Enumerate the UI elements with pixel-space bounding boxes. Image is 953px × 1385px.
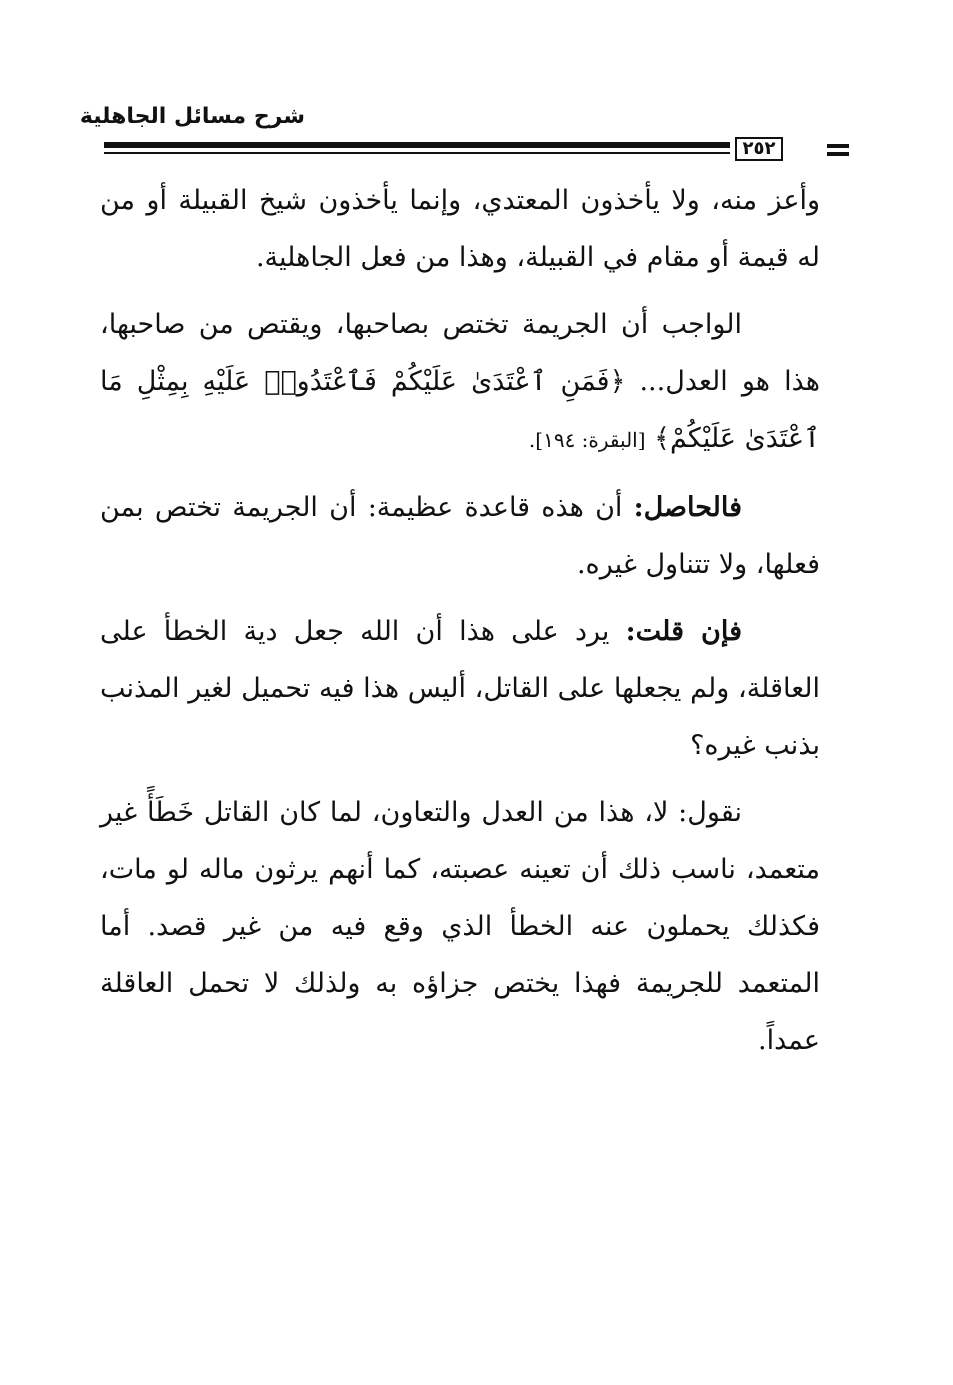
- paragraph-4: [100, 603, 820, 774]
- paragraph-3-text: أن هذه قاعدة عظيمة: أن الجريمة تختص بمن فعلها، ولا تتناول غيره.: [100, 492, 820, 580]
- paragraph-2-text: الواجب أن الجريمة تختص بصاحبها، ويقتص من صاحبها، هذا هو العدل...: [100, 309, 820, 397]
- paragraph-1-text: وأعز منه، ولا يأخذون المعتدي، وإنما يأخذون شيخ القبيلة أو من له قيمة أو مقام في القبيلة، وهذا من فعل الجاهلية.: [100, 185, 820, 273]
- header-rule-right-bottom: [827, 152, 849, 156]
- paragraph-4-lead: فإن قلت:: [625, 616, 742, 647]
- paragraph-3-lead: فالحاصل:: [633, 492, 742, 523]
- paragraph-5-text: نقول: لا، هذا من العدل والتعاون، لما كان القاتل خَطَأً غير متعمد، ناسب ذلك أن تعينه عصبته، كما أنهم يرثون ماله لو مات، فكذلك يحملون عنه الخطأ الذي وقع فيه من غير قصد. أما المتعمد للجريمة فهذا يختص جزاؤه به ولذلك لا تحمل العاقلة عمداً.: [100, 797, 820, 1056]
- header-rule-right-top: [827, 144, 849, 148]
- header-rule-thick: [104, 142, 730, 148]
- paragraph-5: [100, 784, 820, 1069]
- paragraph-2: [100, 296, 820, 469]
- paragraph-1: [100, 172, 820, 286]
- header-rule-thin: [104, 152, 730, 154]
- verse-reference: [البقرة: ١٩٤].: [528, 428, 646, 452]
- quran-verse: ﴿فَمَنِ ٱعْتَدَىٰ عَلَيْكُمْ فَٱعْتَدُوا۟ عَلَيْهِ بِمِثْلِ مَا ٱعْتَدَىٰ عَلَيْكُمْ﴾: [100, 366, 820, 454]
- running-title: شرح مسائل الجاهلية: [79, 104, 305, 129]
- paragraph-3: [100, 479, 820, 593]
- page-body: [100, 172, 820, 1079]
- page-number: ٢٥٢: [735, 137, 783, 161]
- paragraph-4-text: يرد على هذا أن الله جعل دية الخطأ على العاقلة، ولم يجعلها على القاتل، أليس هذا فيه تحميل لغير المذنب بذنب غيره؟: [100, 616, 820, 761]
